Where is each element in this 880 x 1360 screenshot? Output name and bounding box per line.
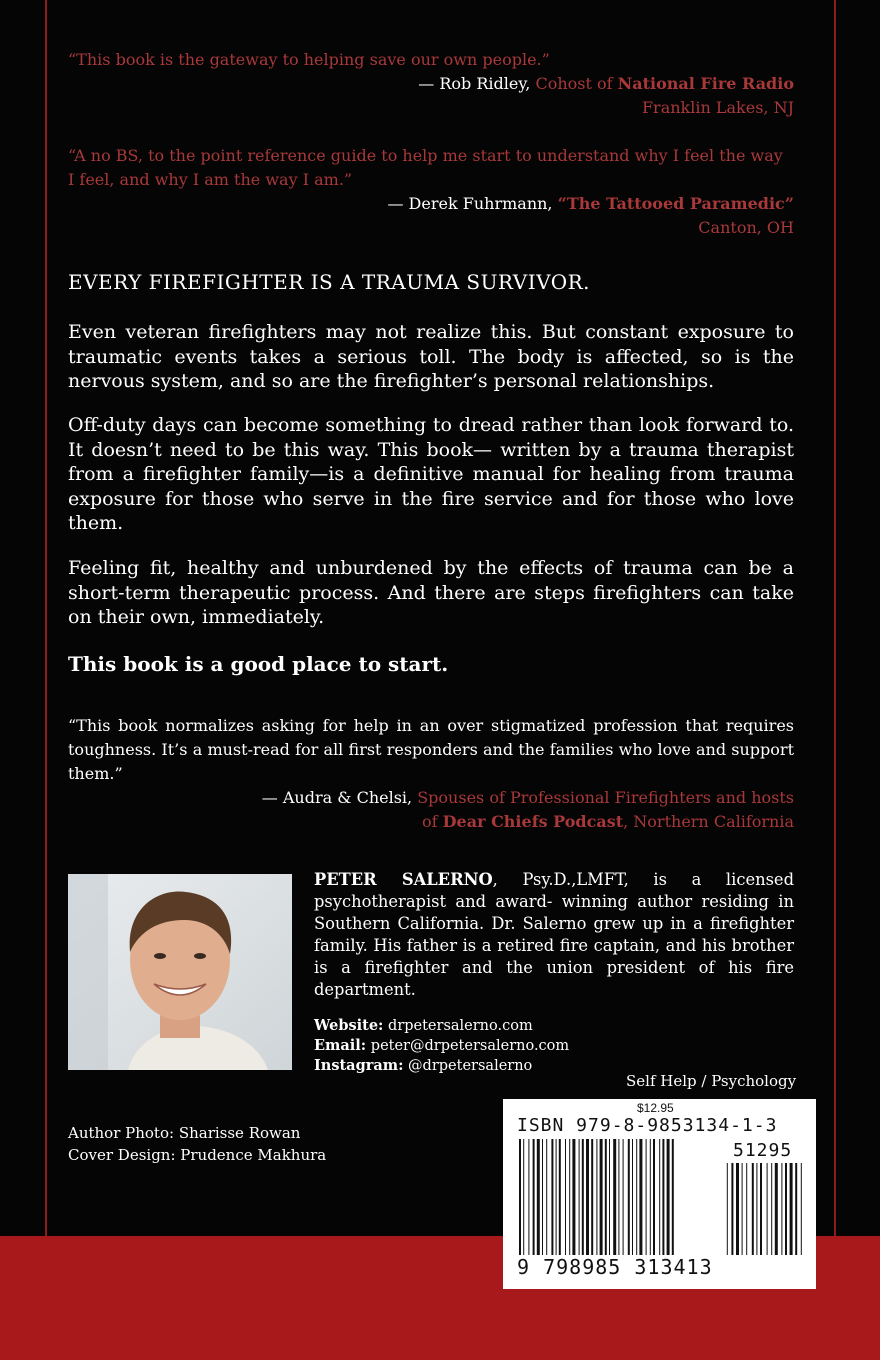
barcode-addon-bar <box>781 1163 782 1255</box>
quote-1-role-bold: National Fire Radio <box>617 74 794 93</box>
barcode-bar <box>609 1139 610 1255</box>
barcode-addon-bar <box>801 1163 802 1255</box>
barcode-bar <box>523 1139 524 1267</box>
quote-3-role-line1: Spouses of Professional Firefighters and hosts <box>417 788 794 807</box>
barcode-bar <box>613 1139 616 1255</box>
author-bio-text: , Psy.D.,LMFT, is a licensed psychotherapist and award- winning author residing in Southern California. Dr. Salerno grew up in a firefighter family. His father is a retired fire captain, and his brother is a firefighter and the union president of his fire department. <box>314 870 794 999</box>
barcode-bar <box>600 1139 603 1255</box>
quote-3-location: , Northern California <box>623 812 794 831</box>
author-name: PETER SALERNO <box>314 870 493 889</box>
paragraph-3: Feeling fit, healthy and unburdened by the effects of trauma can be a short-term therapeutic process. And there are steps firefighters can take on their own, immediately. <box>68 557 794 628</box>
paragraph-2: Off-duty days can become something to dread rather than look forward to. It doesn’t need to be this way. This book— written by a trauma therapist from a firefighter family—is a definitive manual for healing from trauma exposure for those who serve in the fire service and for those who love them. <box>68 414 794 534</box>
barcode-bar <box>650 1139 651 1255</box>
barcode-bar <box>572 1139 575 1255</box>
barcode-bar <box>556 1139 557 1255</box>
barcode-bar <box>533 1139 535 1255</box>
quote-2-attribution <box>68 192 794 216</box>
call-to-action: This book is a good place to start. <box>68 652 449 676</box>
barcode-addon-bar <box>771 1163 772 1255</box>
author-bio <box>314 869 794 1001</box>
barcode-bar <box>582 1139 584 1255</box>
barcode-bar <box>667 1139 670 1267</box>
photo-credit: Author Photo: Sharisse Rowan <box>68 1124 301 1142</box>
quote-1-author: — Rob Ridley, <box>418 74 531 93</box>
quote-2-role-bold: “The Tattooed Paramedic” <box>557 194 794 213</box>
barcode-bar <box>591 1139 593 1255</box>
credits <box>68 1122 326 1166</box>
quote-2-location: Canton, OH <box>698 218 794 237</box>
barcode-bar <box>639 1139 642 1255</box>
barcode-bar <box>618 1139 619 1255</box>
barcode-addon-digits: 51295 <box>733 1140 793 1161</box>
right-border-line <box>834 0 836 1236</box>
barcode-bar <box>628 1139 630 1255</box>
barcode-addon-bar <box>727 1163 728 1255</box>
barcode-addon-bar <box>767 1163 768 1255</box>
website-label: Website: <box>314 1017 384 1034</box>
quote-1-role: Cohost of <box>530 74 618 93</box>
barcode-bar <box>569 1139 570 1255</box>
quote-3-author: — Audra & Chelsi, <box>261 788 413 807</box>
barcode-bar <box>519 1139 521 1267</box>
barcode-bar <box>636 1139 637 1255</box>
barcode-addon-bar <box>731 1163 733 1255</box>
quote-2-text: “A no BS, to the point reference guide to help me start to understand why I feel the way I feel, and why I am the way I am.” <box>68 146 783 189</box>
barcode-bar <box>586 1139 589 1255</box>
barcode-bar <box>551 1139 553 1255</box>
barcode-bar <box>546 1139 547 1255</box>
barcode-bar <box>605 1139 607 1255</box>
email-label: Email: <box>314 1037 367 1054</box>
barcode-bar <box>623 1139 624 1255</box>
quote-3-attribution <box>68 786 794 810</box>
barcode-bar <box>579 1139 580 1255</box>
left-border-line <box>45 0 47 1236</box>
quote-3-role-line2 <box>68 810 794 834</box>
design-credit: Cover Design: Prudence Makhura <box>68 1146 327 1164</box>
barcode-bar <box>646 1139 647 1255</box>
barcode-price: $12.95 <box>637 1101 674 1115</box>
author-instagram <box>314 1055 532 1077</box>
barcode-digits: 9 798985 313413 <box>517 1255 713 1279</box>
barcode-addon-bar <box>752 1163 754 1255</box>
instagram-label: Instagram: <box>314 1057 404 1074</box>
barcode-addon-bar <box>790 1163 793 1255</box>
quote-3-podcast: Dear Chiefs Podcast <box>442 812 624 831</box>
author-photo <box>68 874 292 1070</box>
instagram-link[interactable]: @drpetersalerno <box>403 1058 533 1074</box>
barcode-bar <box>559 1139 561 1255</box>
barcode-bar <box>542 1139 543 1255</box>
barcode-bar <box>672 1139 674 1267</box>
endorsement-quote-3 <box>68 714 794 834</box>
barcode-addon-bar <box>736 1163 739 1255</box>
endorsement-quote-2 <box>68 144 794 240</box>
barcode-bar <box>659 1139 660 1255</box>
quote-1-text: “This book is the gateway to helping save our own people.” <box>68 50 550 69</box>
author-email <box>314 1035 569 1057</box>
barcode-bar <box>662 1139 664 1255</box>
website-link[interactable]: drpetersalerno.com <box>383 1018 533 1034</box>
category-label: Self Help / Psychology <box>626 1072 797 1090</box>
barcode-addon-bar <box>742 1163 743 1255</box>
paragraph-1: Even veteran firefighters may not realize this. But constant exposure to traumatic events takes a serious toll. The body is affected, so is the nervous system, and so are the firefighter’s personal relationships. <box>68 321 794 392</box>
barcode-bar <box>528 1139 529 1255</box>
barcode-addon-bar <box>760 1163 762 1255</box>
endorsement-quote-1 <box>68 48 794 120</box>
quote-1-location: Franklin Lakes, NJ <box>641 98 794 117</box>
barcode-addon-bar <box>746 1163 747 1255</box>
headline: EVERY FIREFIGHTER IS A TRAUMA SURVIVOR. <box>68 270 591 294</box>
isbn-barcode <box>503 1099 816 1289</box>
barcode-bar <box>653 1139 655 1255</box>
quote-3-text: “This book normalizes asking for help in an over stigmatized profession that requires toughness. It’s a must-read for all first responders and the families who love and support them.” <box>68 716 794 783</box>
author-website <box>314 1015 533 1037</box>
quote-2-author: — Derek Fuhrmann, <box>387 194 553 213</box>
barcode-bar <box>596 1139 597 1255</box>
email-link[interactable]: peter@drpetersalerno.com <box>366 1038 570 1054</box>
quote-1-attribution <box>68 72 794 96</box>
quote-3-role-prefix: of <box>422 812 443 831</box>
barcode-addon-bar <box>795 1163 797 1255</box>
barcode-bar <box>565 1139 566 1255</box>
barcode-bar <box>632 1139 633 1255</box>
barcode-bar <box>537 1139 540 1255</box>
barcode-isbn: ISBN 979-8-9853134-1-3 <box>517 1115 778 1136</box>
barcode-addon-bar <box>785 1163 787 1255</box>
barcode-addon-bar <box>756 1163 757 1255</box>
barcode-addon-bar <box>775 1163 778 1255</box>
